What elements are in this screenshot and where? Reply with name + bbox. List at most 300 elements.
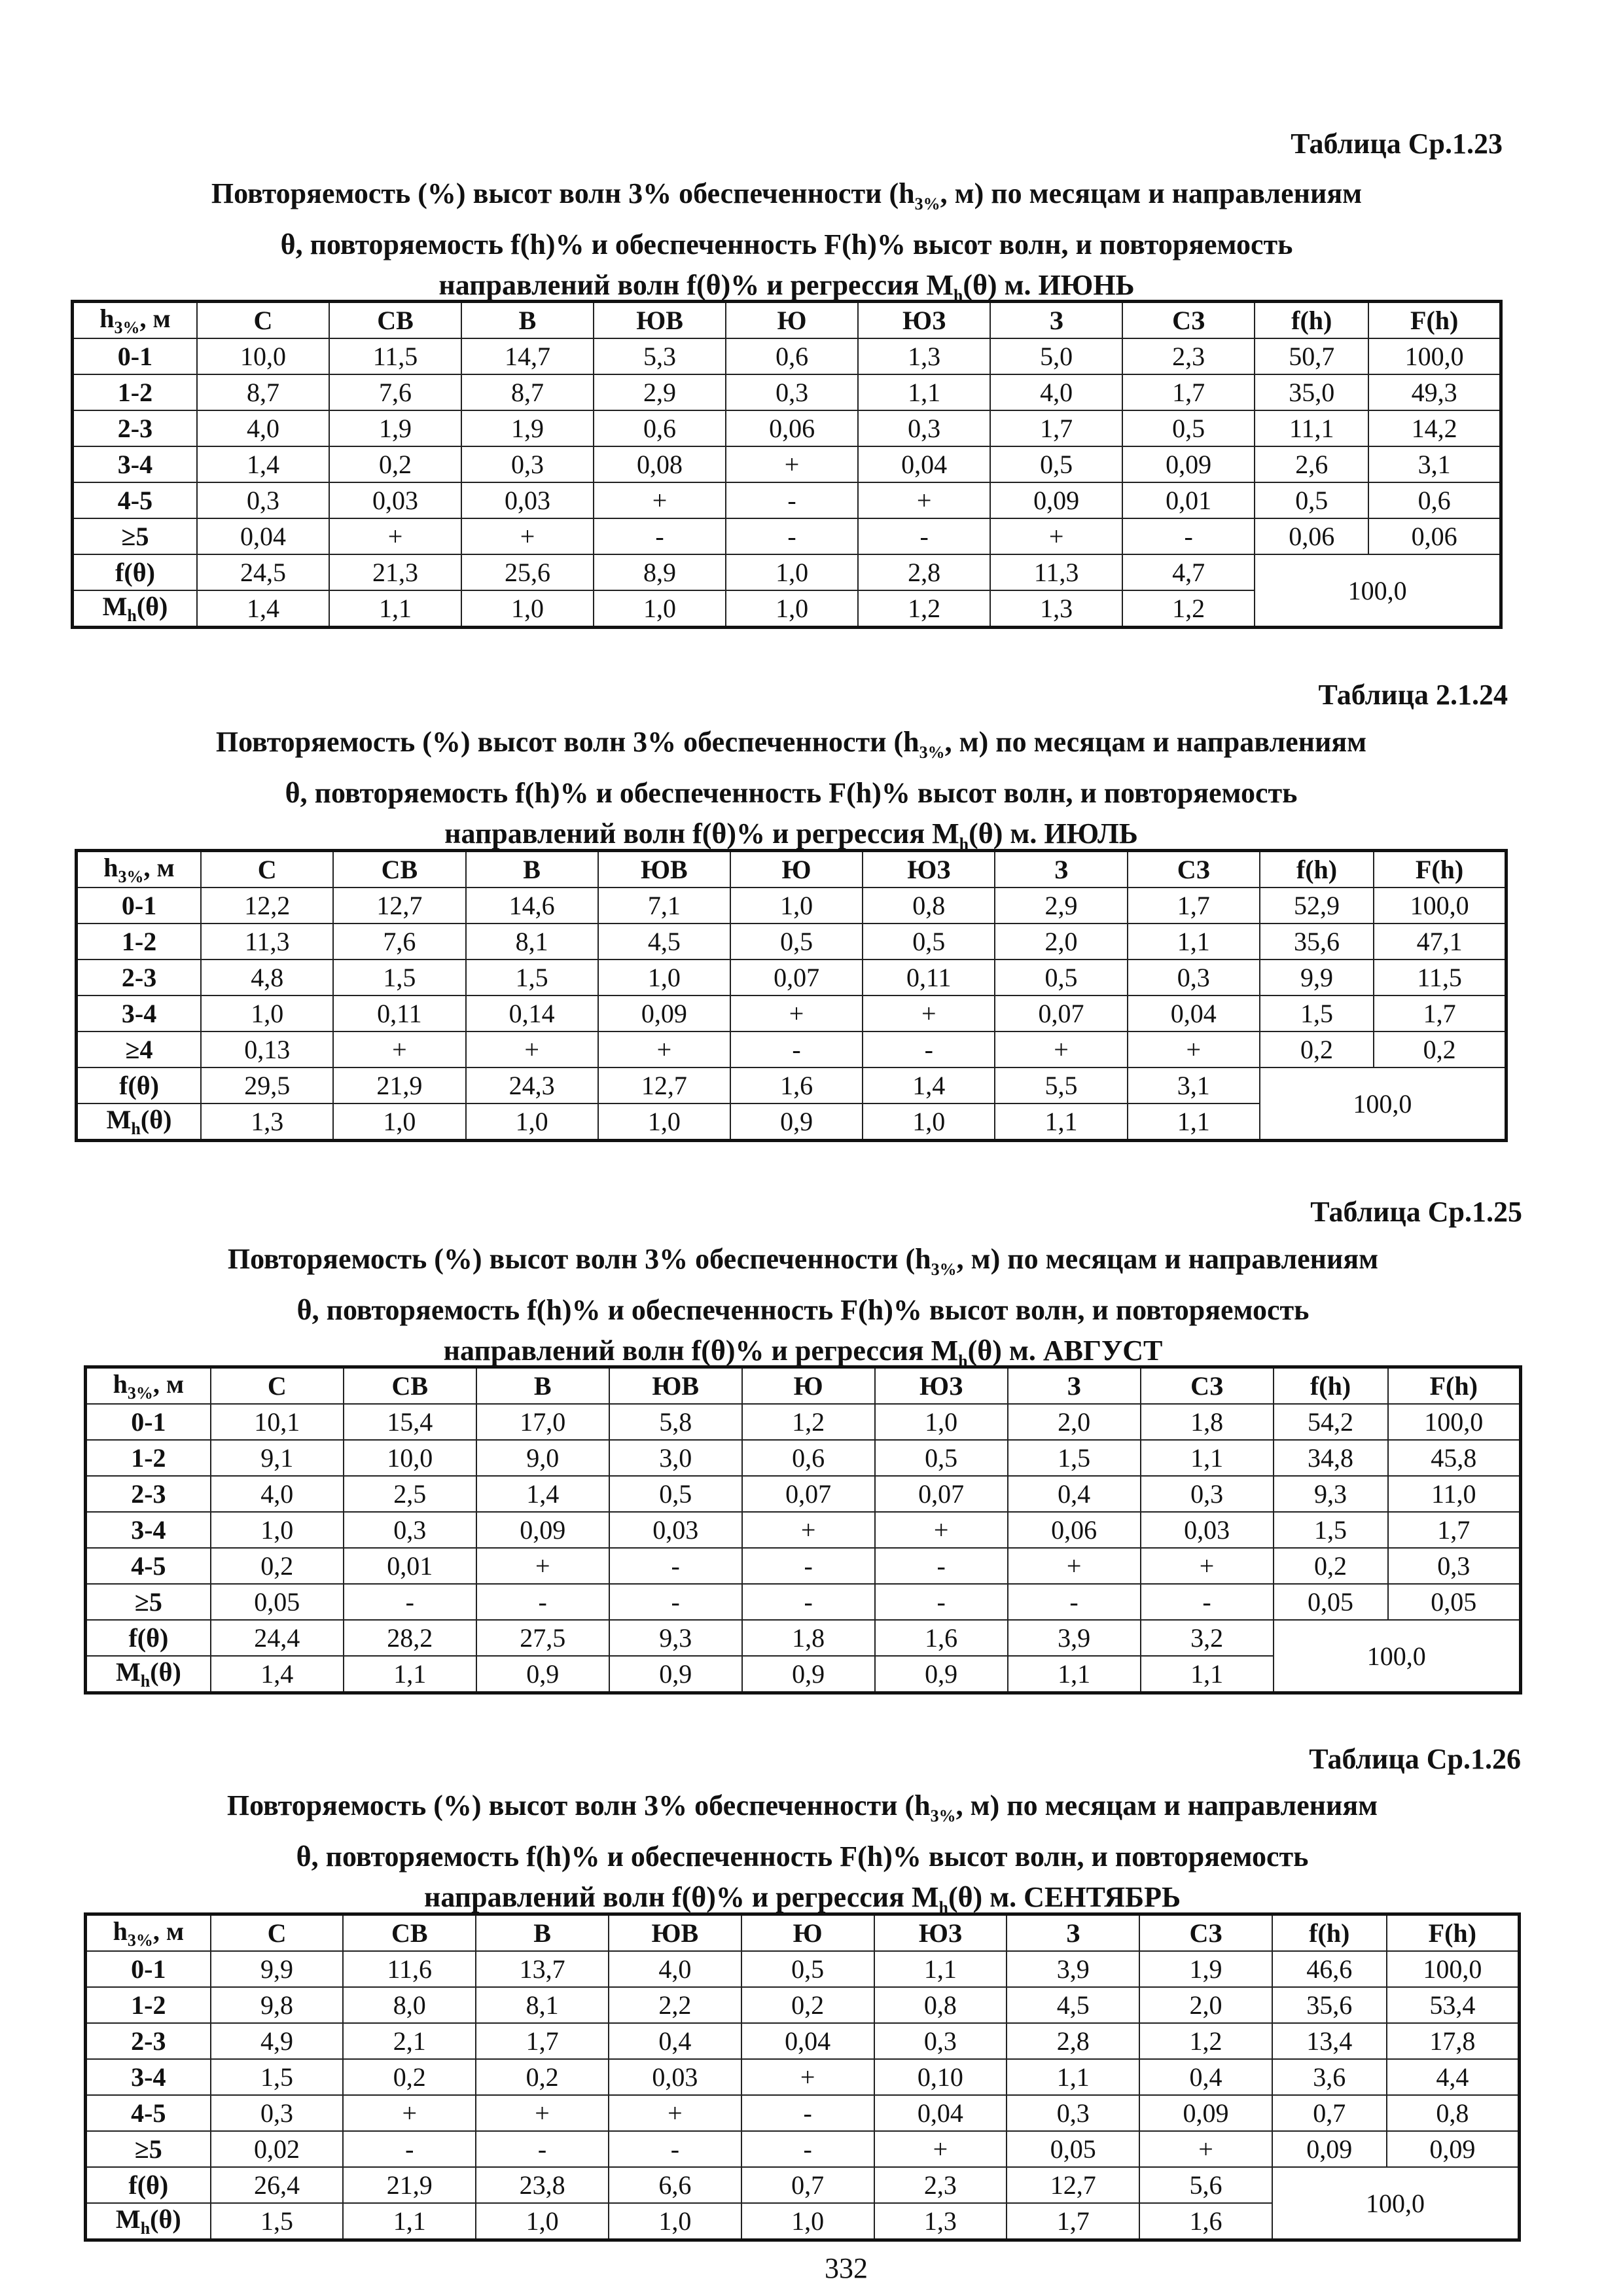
table-cell: 28,2 — [344, 1620, 476, 1656]
table-cell: 0,4 — [609, 2023, 741, 2059]
column-header: ЮВ — [594, 302, 726, 339]
table-cell: 0,5 — [741, 1951, 874, 1987]
table-cell: + — [863, 996, 995, 1031]
f-theta-row — [77, 1067, 1507, 1103]
table-cell: 11,0 — [1388, 1476, 1521, 1512]
column-header: В — [461, 302, 594, 339]
table-row — [73, 410, 1501, 446]
row-label: 1-2 — [86, 1440, 211, 1476]
table-cell: 4,0 — [609, 1951, 741, 1987]
table-cell: - — [742, 1584, 875, 1620]
table-cell: 9,0 — [476, 1440, 609, 1476]
table-cell: 0,4 — [1008, 1476, 1141, 1512]
caption-line: Повторяемость (%) высот волн 3% обеспеченности ($h_{3\%}$, м) по месяцам и направлениям — [215, 726, 1367, 762]
table-cell: 1,7 — [1374, 996, 1506, 1031]
table-cell: 3,1 — [1128, 1067, 1260, 1103]
table-cell: 29,5 — [201, 1067, 333, 1103]
table-cell: 0,07 — [730, 960, 863, 996]
table-row — [86, 1476, 1521, 1512]
table-cell: + — [858, 482, 990, 518]
total-cell: 100,0 — [1274, 1620, 1521, 1693]
table-cell: 0,7 — [1272, 2095, 1387, 2131]
table-cell: 8,7 — [197, 374, 329, 410]
table-cell: 1,1 — [1128, 924, 1260, 960]
column-header: В — [476, 1367, 609, 1405]
table-cell: 14,7 — [461, 338, 594, 374]
table-cell: 1,4 — [476, 1476, 609, 1512]
row-label: ≥5 — [73, 518, 197, 554]
table-cell: 27,5 — [476, 1620, 609, 1656]
header-row — [86, 1367, 1521, 1405]
table-cell: 2,3 — [874, 2167, 1007, 2203]
column-header: СЗ — [1141, 1367, 1274, 1405]
table-cell: 1,9 — [1139, 1951, 1272, 1987]
column-header: f(h) — [1272, 1914, 1387, 1952]
total-cell: 100,0 — [1272, 2167, 1520, 2240]
table-cell: 0,06 — [726, 410, 858, 446]
table-cell: 5,5 — [995, 1067, 1127, 1103]
table-cell: 12,2 — [201, 888, 333, 924]
table-cell: 0,2 — [1374, 1031, 1506, 1067]
table-cell: 5,6 — [1139, 2167, 1272, 2203]
column-header: З — [995, 851, 1127, 888]
column-header: СВ — [343, 1914, 476, 1952]
table-cell: 1,1 — [329, 590, 461, 628]
table-cell: 1,3 — [858, 338, 990, 374]
table-number: Таблица Ср.1.25 — [1310, 1196, 1522, 1228]
table-cell: 0,11 — [333, 996, 465, 1031]
table-cell: 0,05 — [1388, 1584, 1521, 1620]
row-label: 3-4 — [86, 2059, 211, 2095]
table-cell: 1,5 — [211, 2059, 344, 2095]
table-cell: 0,05 — [1274, 1584, 1388, 1620]
column-header: F(h) — [1387, 1914, 1520, 1952]
row-label: $M_h(\theta)$ — [86, 2203, 211, 2240]
row-label: 0-1 — [86, 1404, 211, 1440]
table-cell: 0,07 — [995, 996, 1127, 1031]
table-cell: 0,10 — [874, 2059, 1007, 2095]
table-cell: 0,11 — [863, 960, 995, 996]
table-number: Таблица Ср.1.23 — [1291, 128, 1503, 160]
row-label: 3-4 — [86, 1512, 211, 1548]
table-cell: 0,01 — [1122, 482, 1255, 518]
table-cell: 1,5 — [211, 2203, 344, 2240]
table-cell: 0,05 — [211, 1584, 344, 1620]
table-cell: + — [461, 518, 594, 554]
table-cell: - — [730, 1031, 863, 1067]
table-cell: 1,7 — [1122, 374, 1255, 410]
table-cell: + — [333, 1031, 465, 1067]
table-cell: - — [1122, 518, 1255, 554]
table-cell: 8,1 — [476, 1987, 609, 2023]
table-cell: 0,6 — [726, 338, 858, 374]
row-label: ≥5 — [86, 2131, 211, 2167]
table-row — [86, 2059, 1520, 2095]
table-cell: 4,5 — [598, 924, 730, 960]
table-cell: 1,5 — [1008, 1440, 1141, 1476]
table-cell: 46,6 — [1272, 1951, 1387, 1987]
table-cell: 0,08 — [594, 446, 726, 482]
table-cell: 24,4 — [211, 1620, 344, 1656]
table-cell: 0,2 — [1274, 1548, 1388, 1584]
table-cell: 35,0 — [1255, 374, 1368, 410]
caption-line: направлений волн f(θ)% и регрессия $M_h(\theta)$ м. ИЮЛЬ — [444, 817, 1138, 853]
table-cell: 1,2 — [1139, 2023, 1272, 2059]
table-cell: 0,09 — [598, 996, 730, 1031]
column-header: СЗ — [1128, 851, 1260, 888]
table-cell: 1,3 — [201, 1103, 333, 1141]
table-cell: 0,04 — [1128, 996, 1260, 1031]
table-cell: 0,3 — [211, 2095, 344, 2131]
table-cell: 0,13 — [201, 1031, 333, 1067]
column-header: ЮВ — [609, 1367, 742, 1405]
column-header: f(h) — [1255, 302, 1368, 339]
table-cell: 1,1 — [344, 1656, 476, 1693]
table-cell: 1,0 — [598, 1103, 730, 1141]
table-cell: 26,4 — [211, 2167, 344, 2203]
table-cell: 21,9 — [343, 2167, 476, 2203]
table-row — [86, 1548, 1521, 1584]
table-cell: 0,9 — [609, 1656, 742, 1693]
f-theta-row — [73, 554, 1501, 590]
table-cell: 100,0 — [1374, 888, 1506, 924]
table-cell: 0,03 — [329, 482, 461, 518]
caption-line: θ, повторяемость f(h)% и обеспеченность F(h)% высот волн, и повторяемость — [285, 776, 1298, 809]
caption-line: Повторяемость (%) высот волн 3% обеспеченности ($h_{3\%}$, м) по месяцам и направлениям — [227, 1243, 1379, 1279]
table-cell: - — [609, 1584, 742, 1620]
table-cell: 17,8 — [1387, 2023, 1520, 2059]
table-cell: 2,0 — [995, 924, 1127, 960]
table-cell: 1,0 — [875, 1404, 1008, 1440]
table-cell: + — [476, 1548, 609, 1584]
table-cell: 1,8 — [742, 1620, 875, 1656]
row-label: 0-1 — [73, 338, 197, 374]
table-cell: - — [343, 2131, 476, 2167]
table-cell: + — [476, 2095, 609, 2131]
caption-line: направлений волн f(θ)% и регрессия $M_h(\theta)$ м. СЕНТЯБРЬ — [423, 1880, 1181, 1917]
table-cell: 2,1 — [343, 2023, 476, 2059]
table-cell: 1,0 — [726, 590, 858, 628]
row-label: 4-5 — [86, 1548, 211, 1584]
table-cell: 17,0 — [476, 1404, 609, 1440]
table-cell: 1,2 — [742, 1404, 875, 1440]
table-cell: 0,3 — [726, 374, 858, 410]
table-cell: 0,5 — [1255, 482, 1368, 518]
table-cell: 3,6 — [1272, 2059, 1387, 2095]
table-cell: 8,0 — [343, 1987, 476, 2023]
table-cell: 6,6 — [609, 2167, 741, 2203]
table-cell: 1,9 — [461, 410, 594, 446]
table-cell: 0,09 — [1272, 2131, 1387, 2167]
table-cell: 0,9 — [875, 1656, 1008, 1693]
table-cell: 11,3 — [201, 924, 333, 960]
table-cell: 21,3 — [329, 554, 461, 590]
table-cell: 0,3 — [1141, 1476, 1274, 1512]
table-cell: + — [343, 2095, 476, 2131]
table-cell: 15,4 — [344, 1404, 476, 1440]
table-cell: 3,0 — [609, 1440, 742, 1476]
wave-table — [84, 1912, 1521, 2242]
column-header: $h_{3\%}$, м — [73, 302, 197, 339]
table-cell: + — [1141, 1548, 1274, 1584]
table-cell: 13,4 — [1272, 2023, 1387, 2059]
table-cell: 11,5 — [329, 338, 461, 374]
header-row — [77, 851, 1507, 888]
column-header: С — [211, 1914, 344, 1952]
column-header: F(h) — [1368, 302, 1501, 339]
table-cell: 2,5 — [344, 1476, 476, 1512]
row-label: 1-2 — [77, 924, 202, 960]
table-row — [86, 1512, 1521, 1548]
table-cell: 0,2 — [343, 2059, 476, 2095]
table-cell: 3,1 — [1368, 446, 1501, 482]
table-cell: 0,09 — [990, 482, 1122, 518]
table-cell: 0,09 — [1387, 2131, 1520, 2167]
table-cell: - — [594, 518, 726, 554]
table-cell: 5,0 — [990, 338, 1122, 374]
table-cell: 1,0 — [594, 590, 726, 628]
table-cell: 35,6 — [1272, 1987, 1387, 2023]
column-header: С — [197, 302, 329, 339]
f-theta-row — [86, 1620, 1521, 1656]
table-cell: 1,7 — [1128, 888, 1260, 924]
column-header: F(h) — [1374, 851, 1506, 888]
table-cell: 1,0 — [726, 554, 858, 590]
column-header: Ю — [726, 302, 858, 339]
row-label: 0-1 — [86, 1951, 211, 1987]
table-cell: 2,0 — [1008, 1404, 1141, 1440]
table-row — [77, 1031, 1507, 1067]
table-cell: 1,2 — [858, 590, 990, 628]
table-cell: 0,6 — [742, 1440, 875, 1476]
table-cell: 0,03 — [609, 2059, 741, 2095]
column-header: $h_{3\%}$, м — [86, 1367, 211, 1405]
table-number: Таблица 2.1.24 — [1318, 679, 1508, 711]
table-row — [77, 924, 1507, 960]
table-cell: 100,0 — [1387, 1951, 1520, 1987]
table-cell: + — [995, 1031, 1127, 1067]
column-header: ЮВ — [598, 851, 730, 888]
table-cell: 8,9 — [594, 554, 726, 590]
table-cell: 10,0 — [197, 338, 329, 374]
table-cell: 0,04 — [197, 518, 329, 554]
table-cell: 4,9 — [211, 2023, 344, 2059]
row-label: $M_h(\theta)$ — [86, 1656, 211, 1693]
table-cell: 0,2 — [1260, 1031, 1374, 1067]
table-cell: 10,1 — [211, 1404, 344, 1440]
row-label: 4-5 — [73, 482, 197, 518]
table-cell: 0,03 — [461, 482, 594, 518]
column-header: С — [201, 851, 333, 888]
column-header: СВ — [344, 1367, 476, 1405]
table-cell: 35,6 — [1260, 924, 1374, 960]
table-cell: 1,0 — [741, 2203, 874, 2240]
table-cell: 0,2 — [741, 1987, 874, 2023]
table-cell: 7,6 — [333, 924, 465, 960]
table-cell: 0,6 — [594, 410, 726, 446]
row-label: 2-3 — [73, 410, 197, 446]
table-cell: 0,3 — [858, 410, 990, 446]
column-header: f(h) — [1274, 1367, 1388, 1405]
table-cell: 2,9 — [995, 888, 1127, 924]
table-cell: 1,5 — [1260, 996, 1374, 1031]
table-cell: 1,0 — [211, 1512, 344, 1548]
row-label: 2-3 — [77, 960, 202, 996]
table-cell: 0,8 — [863, 888, 995, 924]
table-cell: - — [858, 518, 990, 554]
table-cell: 0,04 — [741, 2023, 874, 2059]
table-cell: 1,1 — [995, 1103, 1127, 1141]
table-cell: 4,0 — [990, 374, 1122, 410]
table-cell: 0,8 — [1387, 2095, 1520, 2131]
table-cell: 9,3 — [1274, 1476, 1388, 1512]
table-row — [86, 1584, 1521, 1620]
table-cell: 3,9 — [1007, 1951, 1139, 1987]
table-cell: 1,3 — [874, 2203, 1007, 2240]
table-cell: 9,3 — [609, 1620, 742, 1656]
row-label: ≥5 — [86, 1584, 211, 1620]
table-cell: 0,5 — [875, 1440, 1008, 1476]
table-cell: 7,6 — [329, 374, 461, 410]
table-cell: 0,2 — [476, 2059, 609, 2095]
table-cell: 13,7 — [476, 1951, 609, 1987]
table-cell: 4,5 — [1007, 1987, 1139, 2023]
column-header: СВ — [329, 302, 461, 339]
table-cell: 1,0 — [598, 960, 730, 996]
table-cell: - — [1008, 1584, 1141, 1620]
table-cell: + — [594, 482, 726, 518]
table-cell: 9,8 — [211, 1987, 344, 2023]
table-cell: - — [875, 1584, 1008, 1620]
table-cell: 0,3 — [1128, 960, 1260, 996]
caption-line: θ, повторяемость f(h)% и обеспеченность F(h)% высот волн, и повторяемость — [296, 1293, 1310, 1326]
table-cell: 53,4 — [1387, 1987, 1520, 2023]
row-label: f(θ) — [86, 2167, 211, 2203]
table-cell: 1,1 — [858, 374, 990, 410]
table-cell: 1,4 — [863, 1067, 995, 1103]
table-cell: 0,2 — [211, 1548, 344, 1584]
row-label: 2-3 — [86, 1476, 211, 1512]
header-row — [86, 1914, 1520, 1952]
table-cell: 34,8 — [1274, 1440, 1388, 1476]
table-row — [73, 482, 1501, 518]
row-label: f(θ) — [86, 1620, 211, 1656]
table-cell: 1,5 — [333, 960, 465, 996]
table-cell: 24,5 — [197, 554, 329, 590]
table-row — [77, 960, 1507, 996]
column-header: ЮЗ — [863, 851, 995, 888]
caption-line: Повторяемость (%) высот волн 3% обеспеченности ($h_{3\%}$, м) по месяцам и направлениям — [211, 177, 1363, 213]
table-cell: 4,7 — [1122, 554, 1255, 590]
table-cell: 0,07 — [742, 1476, 875, 1512]
column-header: В — [466, 851, 598, 888]
table-cell: 9,9 — [211, 1951, 344, 1987]
table-row — [86, 1440, 1521, 1476]
column-header: Ю — [741, 1914, 874, 1952]
column-header: $h_{3\%}$, м — [86, 1914, 211, 1952]
table-caption — [84, 1785, 1521, 1928]
table-cell: 2,8 — [1007, 2023, 1139, 2059]
row-label: f(θ) — [77, 1067, 202, 1103]
total-cell: 100,0 — [1255, 554, 1501, 628]
table-cell: 1,1 — [1141, 1656, 1274, 1693]
table-cell: 0,3 — [874, 2023, 1007, 2059]
table-cell: 1,0 — [201, 996, 333, 1031]
table-cell: 0,04 — [858, 446, 990, 482]
table-cell: 1,3 — [990, 590, 1122, 628]
table-cell: + — [990, 518, 1122, 554]
table-cell: 23,8 — [476, 2167, 609, 2203]
table-cell: 4,8 — [201, 960, 333, 996]
table-cell: 1,4 — [197, 590, 329, 628]
table-cell: 0,9 — [742, 1656, 875, 1693]
table-cell: - — [476, 1584, 609, 1620]
table-cell: 4,0 — [211, 1476, 344, 1512]
table-cell: - — [741, 2131, 874, 2167]
caption-line: направлений волн f(θ)% и регрессия $M_h(\theta)$ м. АВГУСТ — [443, 1334, 1163, 1371]
table-cell: 0,5 — [863, 924, 995, 960]
row-label: 2-3 — [86, 2023, 211, 2059]
column-header: ЮЗ — [874, 1914, 1007, 1952]
table-cell: 0,5 — [995, 960, 1127, 996]
table-cell: 0,06 — [1255, 518, 1368, 554]
table-cell: 0,05 — [1007, 2131, 1139, 2167]
table-cell: 21,9 — [333, 1067, 465, 1103]
table-cell: 1,1 — [343, 2203, 476, 2240]
table-cell: 1,1 — [1128, 1103, 1260, 1141]
table-cell: 24,3 — [466, 1067, 598, 1103]
table-row — [73, 446, 1501, 482]
table-cell: 1,4 — [197, 446, 329, 482]
table-cell: + — [730, 996, 863, 1031]
table-cell: 2,3 — [1122, 338, 1255, 374]
column-header: С — [211, 1367, 344, 1405]
table-row — [86, 1987, 1520, 2023]
table-cell: 25,6 — [461, 554, 594, 590]
table-cell: 8,1 — [466, 924, 598, 960]
table-cell: 9,1 — [211, 1440, 344, 1476]
table-row — [86, 2095, 1520, 2131]
column-header: f(h) — [1260, 851, 1374, 888]
table-cell: 1,9 — [329, 410, 461, 446]
column-header: З — [1007, 1914, 1139, 1952]
table-cell: + — [1128, 1031, 1260, 1067]
table-cell: + — [726, 446, 858, 482]
caption-line: направлений волн f(θ)% и регрессия $M_h(\theta)$ м. ИЮНЬ — [438, 268, 1135, 305]
row-label: 0-1 — [77, 888, 202, 924]
table-cell: 0,03 — [609, 1512, 742, 1548]
column-header: З — [1008, 1367, 1141, 1405]
table-cell: 1,0 — [863, 1103, 995, 1141]
table-cell: 1,7 — [1388, 1512, 1521, 1548]
table-cell: 1,1 — [874, 1951, 1007, 1987]
table-cell: 2,2 — [609, 1987, 741, 2023]
table-cell: 4,0 — [197, 410, 329, 446]
table-row — [86, 2131, 1520, 2167]
row-label: 3-4 — [73, 446, 197, 482]
table-cell: 0,9 — [476, 1656, 609, 1693]
table-cell: 2,6 — [1255, 446, 1368, 482]
row-label: 1-2 — [86, 1987, 211, 2023]
table-cell: 0,5 — [990, 446, 1122, 482]
table-cell: + — [742, 1512, 875, 1548]
table-cell: 1,7 — [476, 2023, 609, 2059]
table-cell: 12,7 — [598, 1067, 730, 1103]
table-cell: - — [726, 518, 858, 554]
column-header: СВ — [333, 851, 465, 888]
table-cell: 4,4 — [1387, 2059, 1520, 2095]
table-cell: 49,3 — [1368, 374, 1501, 410]
